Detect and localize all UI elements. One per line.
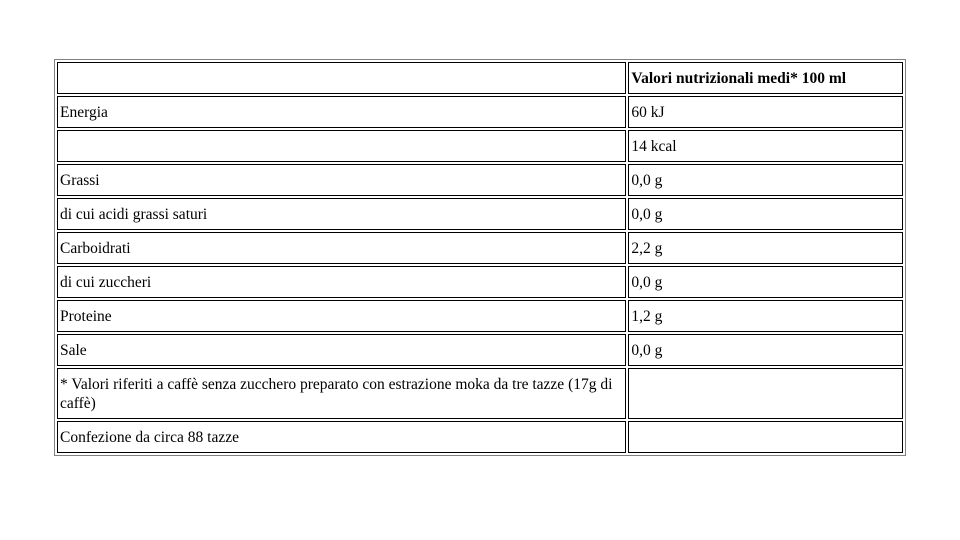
row-label-cell: Grassi (57, 164, 626, 196)
table-row (57, 96, 903, 128)
row-value-cell: 0,0 g (628, 266, 903, 298)
table-row (57, 130, 903, 162)
table-header-row (57, 62, 903, 94)
row-value-cell: 60 kJ (628, 96, 903, 128)
footnote-cell: * Valori riferiti a caffè senza zucchero preparato con estrazione moka da tre tazze (17g di caffè) (57, 368, 626, 419)
row-label-cell (57, 130, 626, 162)
table-row (57, 198, 903, 230)
table-row (57, 334, 903, 366)
row-label-cell: di cui acidi grassi saturi (57, 198, 626, 230)
nutrition-table (54, 59, 906, 456)
row-value-cell: 14 kcal (628, 130, 903, 162)
table-row (57, 164, 903, 196)
row-value-cell (628, 421, 903, 453)
row-label-cell: Proteine (57, 300, 626, 332)
row-value-cell: 1,2 g (628, 300, 903, 332)
header-value-cell: Valori nutrizionali medi* 100 ml (628, 62, 903, 94)
row-label-cell: Energia (57, 96, 626, 128)
table-row (57, 368, 903, 419)
row-value-cell: 0,0 g (628, 164, 903, 196)
table-row (57, 421, 903, 453)
header-label-cell (57, 62, 626, 94)
row-value-cell: 0,0 g (628, 198, 903, 230)
row-label-cell: Sale (57, 334, 626, 366)
table-row (57, 300, 903, 332)
table-row (57, 232, 903, 264)
row-value-cell (628, 368, 903, 419)
table-row (57, 266, 903, 298)
row-value-cell: 0,0 g (628, 334, 903, 366)
row-label-cell: Carboidrati (57, 232, 626, 264)
row-value-cell: 2,2 g (628, 232, 903, 264)
row-label-cell: di cui zuccheri (57, 266, 626, 298)
package-note-cell: Confezione da circa 88 tazze (57, 421, 626, 453)
